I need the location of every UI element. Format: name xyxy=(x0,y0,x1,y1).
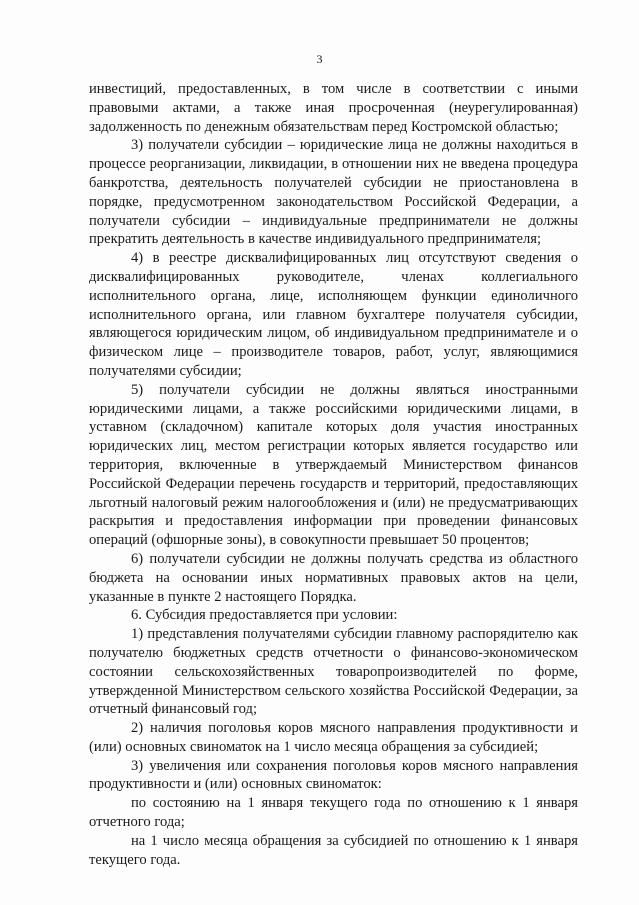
paragraph: 2) наличия поголовья коров мясного направления продуктивности и (или) основных свиноматок на 1 число месяца обращения за субсидией; xyxy=(89,720,578,755)
paragraph: 3) увеличения или сохранения поголовья коров мясного направления продуктивности и (или) основных свиноматок: xyxy=(89,757,578,793)
page-number: 3 xyxy=(316,52,323,66)
paragraph: 1) представления получателями субсидии главному распорядителю как получателю бюджетных средств отчетности о финансово-экономическом состоянии сельскохозяйственных товаропроизводителей по форме, утвержденной Министерством сельского хозяйства Российской Федерации, за отчетный финансовый год; xyxy=(89,626,578,718)
paragraph: 4) в реестре дисквалифицированных лиц отсутствуют сведения о дисквалифицированных руководителе, членах коллегиального исполнительного органа, лице, исполняющем функции единоличного исполнительного органа, или главном бухгалтере получателя субсидии, являющегося юридическим лицом, об индивидуальном предпринимателе и о физическом лице – производителе товаров, работ, услуг, являющимися получателями субсидии; xyxy=(89,250,578,379)
paragraph: на 1 число месяца обращения за субсидией по отношению к 1 января текущего года. xyxy=(89,832,578,868)
paragraph: 6) получатели субсидии не должны получать средства из областного бюджета на основании иных нормативных правовых актов на цели, указанные в пункте 2 настоящего Порядка. xyxy=(89,550,578,605)
document-body xyxy=(89,80,578,869)
paragraph: инвестиций, предоставленных, в том числе в соответствии с иными правовыми актами, а также иная просроченная (неурегулированная) задолженность по денежным обязательствам перед Костромской областью; xyxy=(89,81,578,135)
paragraph: 6. Субсидия предоставляется при условии: xyxy=(131,607,398,624)
paragraph: 5) получатели субсидии не должны являться иностранными юридическими лицами, а также российскими юридическими лицами, в уставном (складочном) капитале которых доля участия иностранных юридических лиц, местом регистрации которых является государство или территория, включенные в утверждаемый Министерством финансов Российской Федерации перечень государств и территорий, предоставляющих льготный налоговый режим налогообложения и (или) не предусматривающих раскрытия и предоставления информации при проведении финансовых операций (офшорные зоны), в совокупности превышает 50 процентов; xyxy=(89,381,578,549)
paragraph: по состоянию на 1 января текущего года по отношению к 1 января отчетного года; xyxy=(89,795,578,831)
paragraph: 3) получатели субсидии – юридические лица не должны находиться в процессе реорганизации, ликвидации, в отношении них не введена процедура банкротства, деятельность получателей субсидии не приостановлена в порядке, предусмотренном законодательством Российской Федерации, а получатели субсидии – индивидуальные предприниматели не должны прекратить деятельность в качестве индивидуального предпринимателя; xyxy=(89,137,578,248)
